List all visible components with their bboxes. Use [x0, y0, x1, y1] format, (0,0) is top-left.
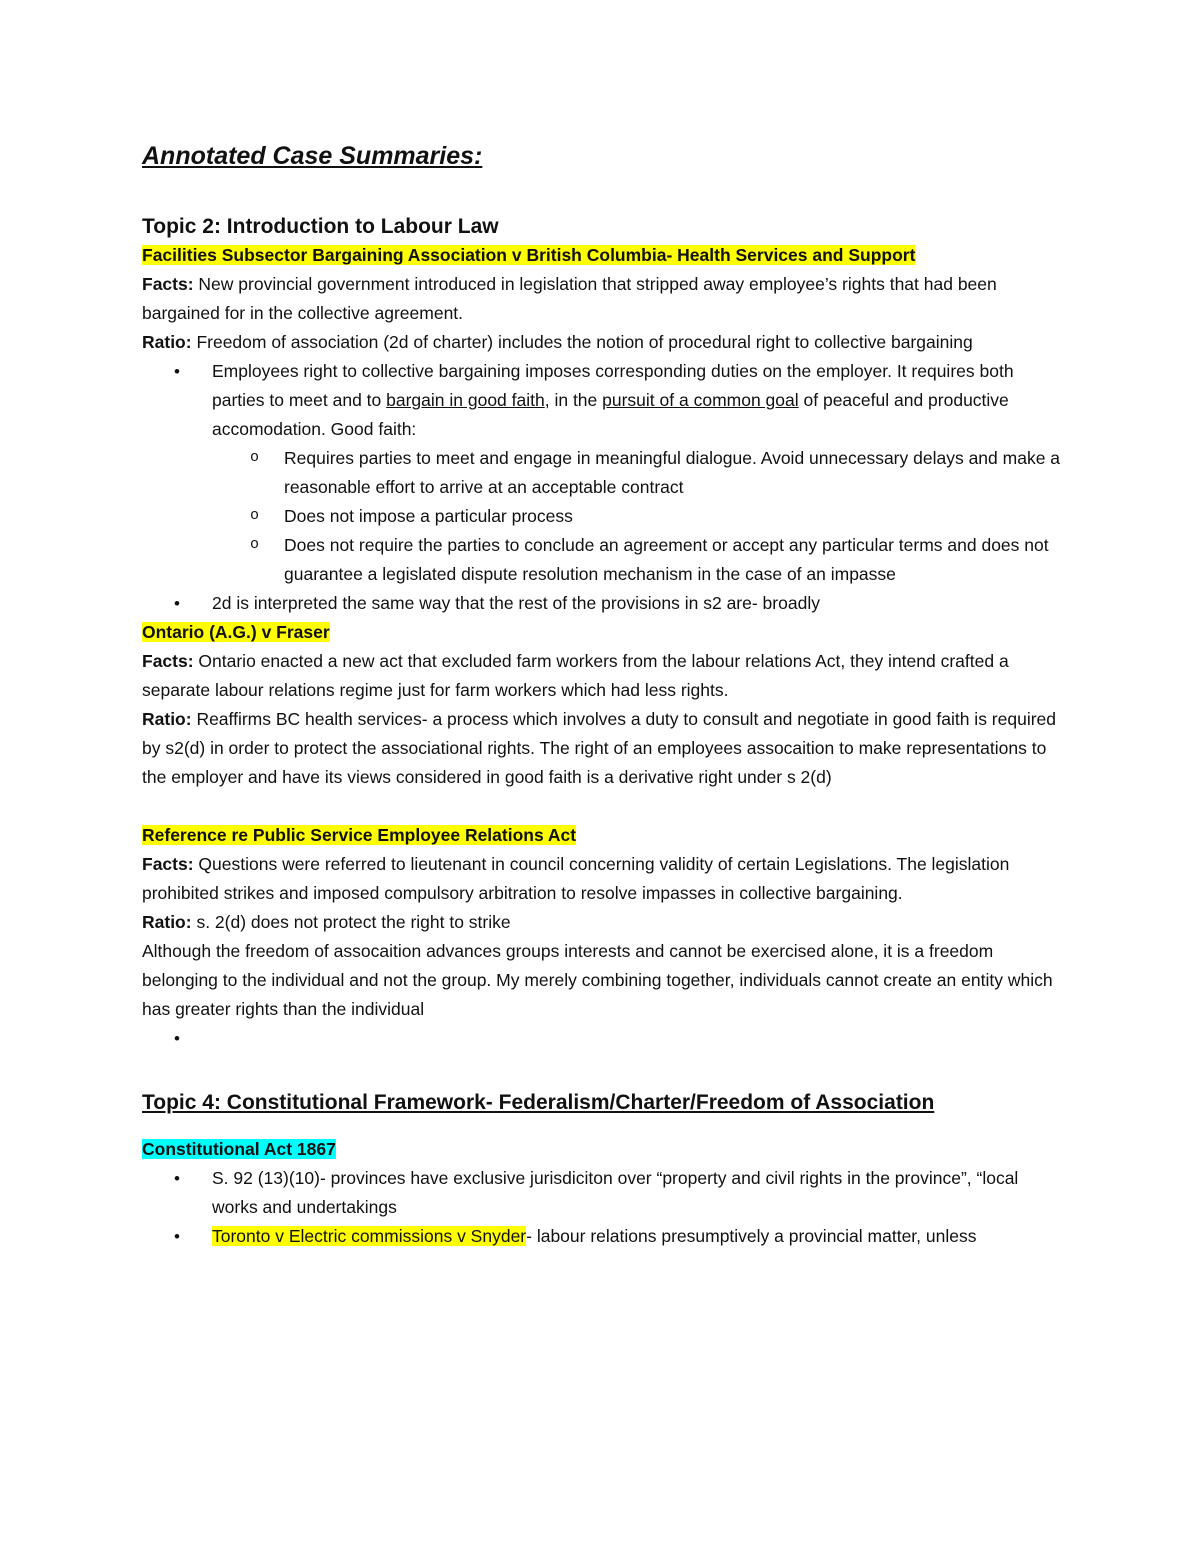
bullet-text-part2: , in the — [544, 389, 603, 410]
sub-bullet-item — [142, 531, 1062, 589]
case3-facts — [142, 850, 1062, 908]
ratio-text: Reaffirms BC health services- a process which involves a duty to consult and negotiate in good faith is required by s2(d) in order to protect the associational rights. The right of an employees assocaition to make representations to the employer and have its views considered in good faith is a derivative right under s 2(d) — [142, 708, 1057, 787]
bullet-text-part3: of peaceful and productive accomodation. Good faith: — [212, 389, 1009, 439]
sub-bullet-item — [142, 502, 1062, 531]
spacer — [142, 1053, 1062, 1089]
bullet-text: 2d is interpreted the same way that the rest of the provisions in s2 are- broadly — [212, 592, 820, 613]
facts-text: New provincial government introduced in legislation that stripped away employee’s rights that had been bargained for in the collective agreement. — [142, 273, 997, 323]
case-title-highlight: Reference re Public Service Employee Relations Act — [142, 824, 577, 845]
case-title-highlight: Facilities Subsector Bargaining Association v British Columbia- Health Services and Support — [142, 244, 916, 265]
case1-facts — [142, 270, 1062, 328]
bullet-text-part1: Employees right to collective bargaining imposes corresponding duties on the employer. It requires both parties to meet and to — [212, 360, 1014, 410]
bullet-marker: • — [174, 1028, 180, 1048]
facts-label: Facts: — [142, 650, 194, 671]
case1-bullets — [142, 357, 1062, 618]
bullet-marker: • — [174, 1169, 180, 1189]
case-title-fraser — [142, 618, 1062, 647]
sub-bullet-text: Does not impose a particular process — [284, 505, 573, 526]
sub-bullet-marker: o — [250, 506, 260, 524]
bullet-marker: • — [174, 593, 180, 613]
section-title-highlight: Constitutional Act 1867 — [142, 1139, 336, 1160]
case2-facts — [142, 647, 1062, 705]
ratio-text: s. 2(d) does not protect the right to strike — [191, 911, 511, 932]
facts-label: Facts: — [142, 853, 194, 874]
bullet-text: - labour relations presumptively a provincial matter, unless — [526, 1226, 977, 1247]
sub-bullet-text: Does not require the parties to conclude an agreement or accept any particular terms and does not guarantee a legislated dispute resolution mechanism in the case of an impasse — [284, 534, 1049, 584]
sub-bullet-marker: o — [250, 448, 260, 466]
document-page — [142, 140, 1062, 1251]
case-title-health-services — [142, 241, 1062, 270]
case-title-highlight: Ontario (A.G.) v Fraser — [142, 621, 330, 642]
case3-extra: Although the freedom of assocaition advances groups interests and cannot be exercised alone, it is a freedom belonging to the individual and not the group. My merely combining together, individuals cannot create an entity which has greater rights than the individual — [142, 940, 1053, 1019]
ratio-text: Freedom of association (2d of charter) includes the notion of procedural right to collective bargaining — [191, 331, 973, 352]
bullet-marker: • — [174, 1227, 180, 1247]
case-title-reference-psera — [142, 821, 1062, 850]
empty-bullet-item — [142, 1024, 1062, 1053]
facts-text: Questions were referred to lieutenant in council concerning validity of certain Legislations. The legislation prohibited strikes and imposed compulsory arbitration to resolve impasses in collective bargaining. — [142, 853, 1010, 903]
topic-2-heading: Topic 2: Introduction to Labour Law — [142, 214, 499, 238]
ratio-label: Ratio: — [142, 911, 192, 932]
bullet-item — [142, 1222, 1062, 1251]
document-title: Annotated Case Summaries: — [142, 142, 483, 170]
case3-bullets — [142, 1024, 1062, 1053]
section-title-constitutional-act — [142, 1135, 1062, 1164]
ratio-label: Ratio: — [142, 708, 192, 729]
spacer — [142, 1117, 1062, 1135]
sub-bullet-marker: o — [250, 535, 260, 553]
case1-ratio — [142, 328, 1062, 357]
topic-4-heading: Topic 4: Constitutional Framework- Federalism/Charter/Freedom of Association — [142, 1090, 935, 1114]
bullet-item — [142, 357, 1062, 444]
underlined-common-goal: pursuit of a common goal — [602, 389, 799, 410]
facts-label: Facts: — [142, 273, 194, 294]
sub-bullet-item — [142, 444, 1062, 502]
bullet-marker: • — [174, 361, 180, 381]
underlined-bargain-good-faith: bargain in good faith — [386, 389, 545, 410]
case3-ratio — [142, 908, 1062, 937]
highlighted-case-name: Toronto v Electric commissions v Snyder — [212, 1226, 527, 1247]
bullet-item — [142, 1164, 1062, 1222]
bullet-text: S. 92 (13)(10)- provinces have exclusive jurisdiciton over “property and civil rights in the province”, “local works and undertakings — [212, 1168, 1019, 1218]
ratio-label: Ratio: — [142, 331, 192, 352]
facts-text: Ontario enacted a new act that excluded farm workers from the labour relations Act, they intend crafted a separate labour relations regime just for farm workers which had less rights. — [142, 650, 1009, 700]
spacer — [142, 792, 1062, 821]
case2-ratio — [142, 705, 1062, 792]
sub-bullet-text: Requires parties to meet and engage in meaningful dialogue. Avoid unnecessary delays and make a reasonable effort to arrive at an acceptable contract — [284, 447, 1061, 497]
bullet-item — [142, 589, 1062, 618]
constitutional-act-bullets — [142, 1164, 1062, 1251]
